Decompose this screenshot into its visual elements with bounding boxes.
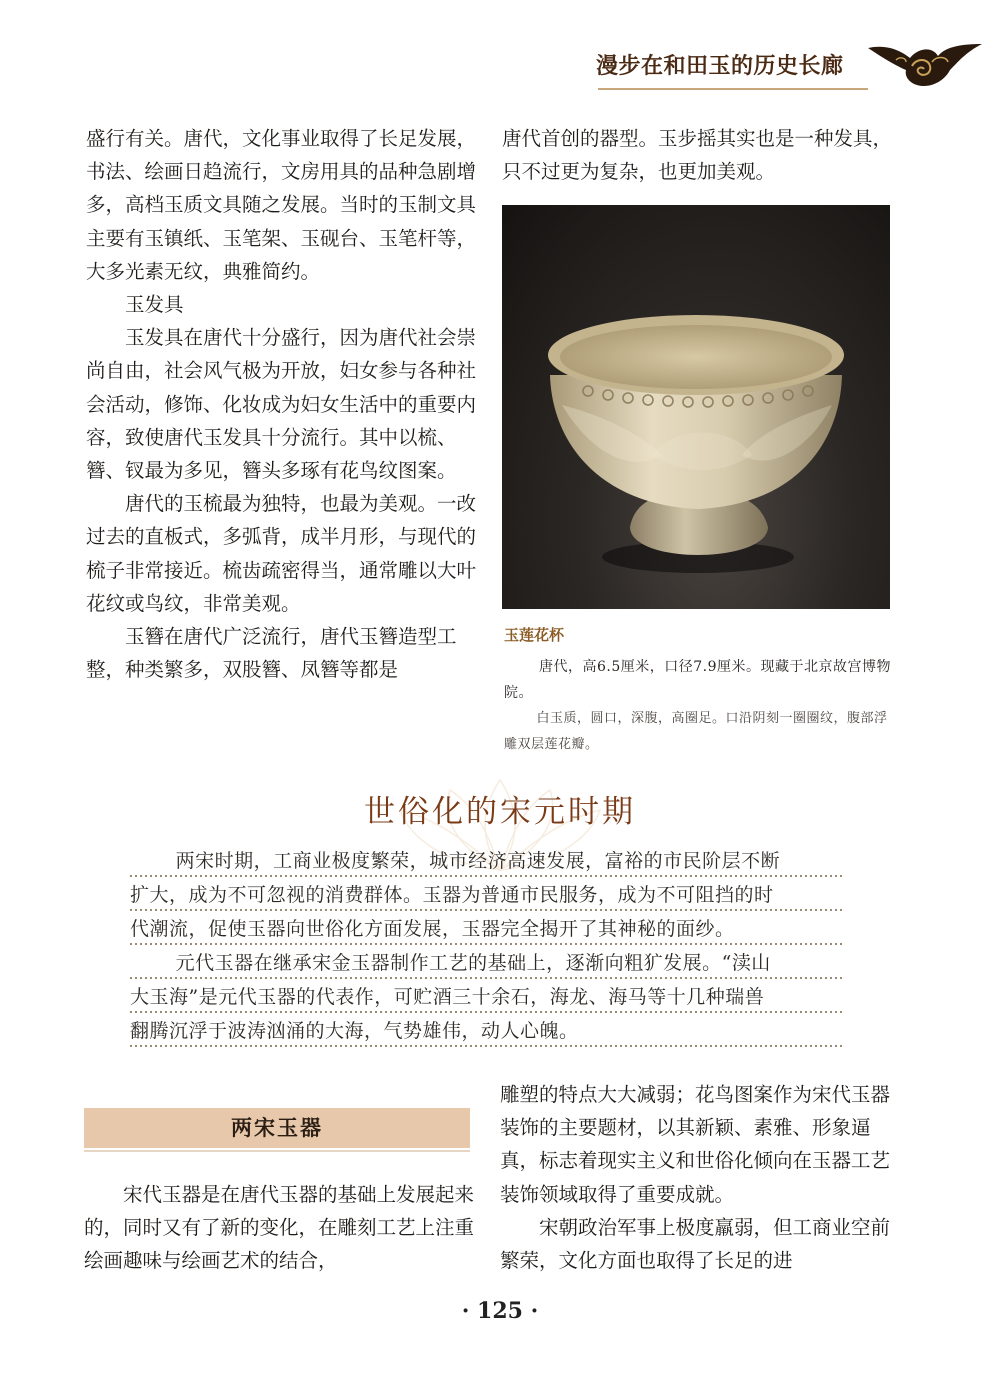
intro-line: 代潮流，促使玉器向世俗化方面发展，玉器完全揭开了其神秘的面纱。 <box>130 912 844 946</box>
caption-details: 唐代，高6.5厘米，口径7.9厘米。现藏于北京故宫博物院。 <box>504 659 892 701</box>
caption-title: 玉莲花杯 <box>504 626 565 644</box>
section-intro <box>130 844 844 1048</box>
cloud-scroll-ornament-icon <box>866 40 984 90</box>
caption-description: 白玉质，圆口，深腹，高圈足。口沿阴刻一圈圈纹，腹部浮雕双层莲花瓣。 <box>504 711 888 752</box>
running-header <box>0 0 1000 120</box>
paragraph: 玉簪在唐代广泛流行，唐代玉簪造型工整，种类繁多，双股簪、凤簪等都是 <box>86 625 457 682</box>
intro-line: 翻腾沉浮于波涛汹涌的大海，气势雄伟，动人心魄。 <box>130 1014 844 1048</box>
subsection-banner-rule <box>84 1150 470 1152</box>
paragraph: 玉发具在唐代十分盛行，因为唐代社会崇尚自由，社会风气极为开放，妇女参与各种社会活动，修饰、化妆成为妇女生活中的重要内容，致使唐代玉发具十分流行。其中以梳、簪、钗最为多见，簪头多琢有花鸟纹图案。 <box>86 326 477 483</box>
running-header-title: 漫步在和田玉的历史长廊 <box>596 53 844 79</box>
intro-line: 大玉海”是元代玉器的代表作，可贮酒三十余石，海龙、海马等十几种瑞兽 <box>130 980 844 1014</box>
intro-line: 两宋时期，工商业极度繁荣，城市经济高速发展，富裕的市民阶层不断 <box>130 844 844 878</box>
left-column-bottom <box>84 1178 474 1278</box>
intro-line: 扩大，成为不可忽视的消费群体。玉器为普通市民服务，成为不可阻挡的时 <box>130 878 844 912</box>
jade-lotus-cup-photo <box>502 205 890 609</box>
right-column-bottom <box>500 1078 892 1277</box>
paragraph: 唐代的玉梳最为独特，也最为美观。一改过去的直板式，多弧背，成半月形，与现代的梳子非常接近。梳齿疏密得当，通常雕以大叶花纹或鸟纹，非常美观。 <box>86 492 477 615</box>
intro-paragraph <box>130 844 844 946</box>
paragraph: 宋朝政治军事上极度羸弱，但工商业空前繁荣，文化方面也取得了长足的进 <box>500 1215 891 1273</box>
jade-cup-illustration <box>502 205 890 609</box>
intro-paragraph <box>130 946 844 1048</box>
subsection-title: 两宋玉器 <box>231 1116 323 1140</box>
section-title: 世俗化的宋元时期 <box>364 794 636 830</box>
subheading-hair-ornaments: 玉发具 <box>125 293 184 317</box>
paragraph: 唐代首创的器型。玉步摇其实也是一种发具，只不过更为复杂，也更加美观。 <box>502 127 893 184</box>
paragraph: 雕塑的特点大大减弱；花鸟图案作为宋代玉器装饰的主要题材，以其新颖、素雅、形象逼真，标志着现实主义和世俗化倾向在玉器工艺装饰领域取得了重要成就。 <box>500 1083 891 1206</box>
right-column-top <box>502 122 892 188</box>
header-rule <box>598 88 868 90</box>
intro-line: 元代玉器在继承宋金玉器制作工艺的基础上，逐渐向粗犷发展。“渎山 <box>130 946 844 980</box>
paragraph: 宋代玉器是在唐代玉器的基础上发展起来的，同时又有了新的变化，在雕刻工艺上注重绘画趣味与绘画艺术的结合， <box>84 1183 475 1273</box>
paragraph: 盛行有关。唐代，文化事业取得了长足发展，书法、绘画日趋流行，文房用具的品种急剧增多，高档玉质文具随之发展。当时的玉制文具主要有玉镇纸、玉笔架、玉砚台、玉笔杆等，大多光素无纹，典雅简约。 <box>86 127 477 283</box>
page-number: · 125 · <box>461 1298 539 1324</box>
left-column-top <box>86 122 476 686</box>
